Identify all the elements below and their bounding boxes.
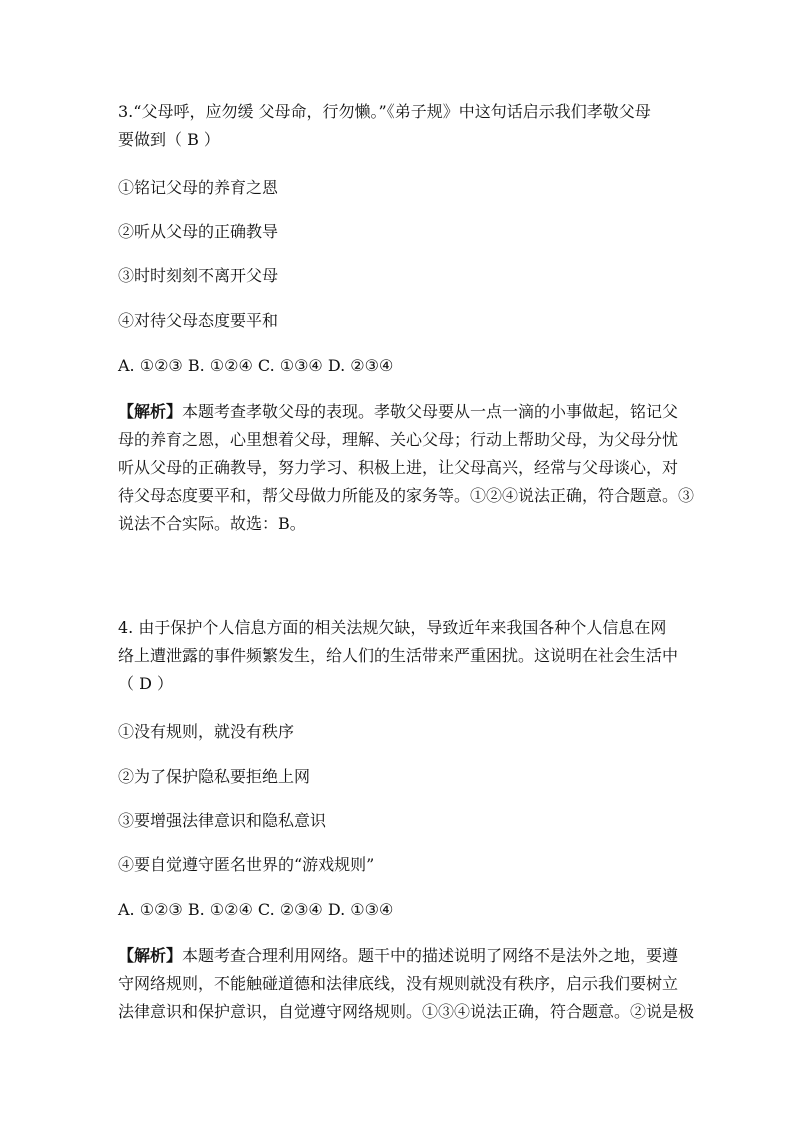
q4-analysis-line-2: 守网络规则，不能触碰道德和法律底线，没有规则就没有秩序，启示我们要树立 <box>118 974 679 993</box>
q3-analysis-label: 【解析】 <box>118 402 183 421</box>
q3-stem-line-1: 3.“父母呼，应勿缓 父母命，行勿懒。”《弟子规》中这句话启示我们孝敬父母 <box>118 102 651 121</box>
q3-analysis-text-1: 本题考查孝敬父母的表现。孝敬父母要从一点一滴的小事做起，铭记父 <box>182 402 679 421</box>
q3-option-1: ①铭记父母的养育之恩 <box>118 178 279 197</box>
q3-analysis <box>118 398 698 538</box>
q4-analysis-line-3: 法律意识和保护意识，自觉遵守网络规则。①③④说法正确，符合题意。②说是极 <box>118 1002 695 1021</box>
q4-choices: A. ①②③ B. ①②④ C. ②③④ D. ①③④ <box>118 900 394 919</box>
q3-analysis-line-4: 待父母态度要平和，帮父母做力所能及的家务等。①②④说法正确，符合题意。③ <box>118 486 695 505</box>
q4-analysis-line-1 <box>118 942 698 970</box>
q3-analysis-line-3: 听从父母的正确教导，努力学习、积极上进，让父母高兴，经常与父母谈心，对 <box>118 458 679 477</box>
q3-analysis-line-1 <box>118 398 698 426</box>
q4-option-3: ③要增强法律意识和隐私意识 <box>118 811 327 830</box>
q4-stem-line-3: （ D ） <box>118 674 174 693</box>
q3-stem <box>118 98 698 154</box>
q4-stem <box>118 614 698 698</box>
q3-option-4: ④对待父母态度要平和 <box>118 311 279 330</box>
q4-analysis-label: 【解析】 <box>118 946 183 965</box>
q4-analysis <box>118 942 698 1026</box>
q3-option-2: ②听从父母的正确教导 <box>118 222 279 241</box>
q4-stem-line-2: 络上遭泄露的事件频繁发生，给人们的生活带来严重困扰。这说明在社会生活中 <box>118 646 679 665</box>
q4-option-2: ②为了保护隐私要拒绝上网 <box>118 767 311 786</box>
q3-analysis-line-5: 说法不合实际。故选：B。 <box>118 514 306 533</box>
q3-option-3: ③时时刻刻不离开父母 <box>118 266 279 285</box>
q4-option-4: ④要自觉遵守匿名世界的“游戏规则” <box>118 855 375 874</box>
q3-stem-line-2: 要做到（ B ） <box>118 130 220 149</box>
q4-option-1: ①没有规则，就没有秩序 <box>118 722 295 741</box>
q4-analysis-text-1: 本题考查合理利用网络。题干中的描述说明了网络不是法外之地，要遵 <box>182 946 679 965</box>
q3-choices: A. ①②③ B. ①②④ C. ①③④ D. ②③④ <box>118 356 394 375</box>
q4-stem-line-1: 4. 由于保护个人信息方面的相关法规欠缺，导致近年来我国各种个人信息在网 <box>118 618 667 637</box>
q3-analysis-line-2: 母的养育之恩，心里想着父母，理解、关心父母；行动上帮助父母，为父母分忧 <box>118 430 679 449</box>
